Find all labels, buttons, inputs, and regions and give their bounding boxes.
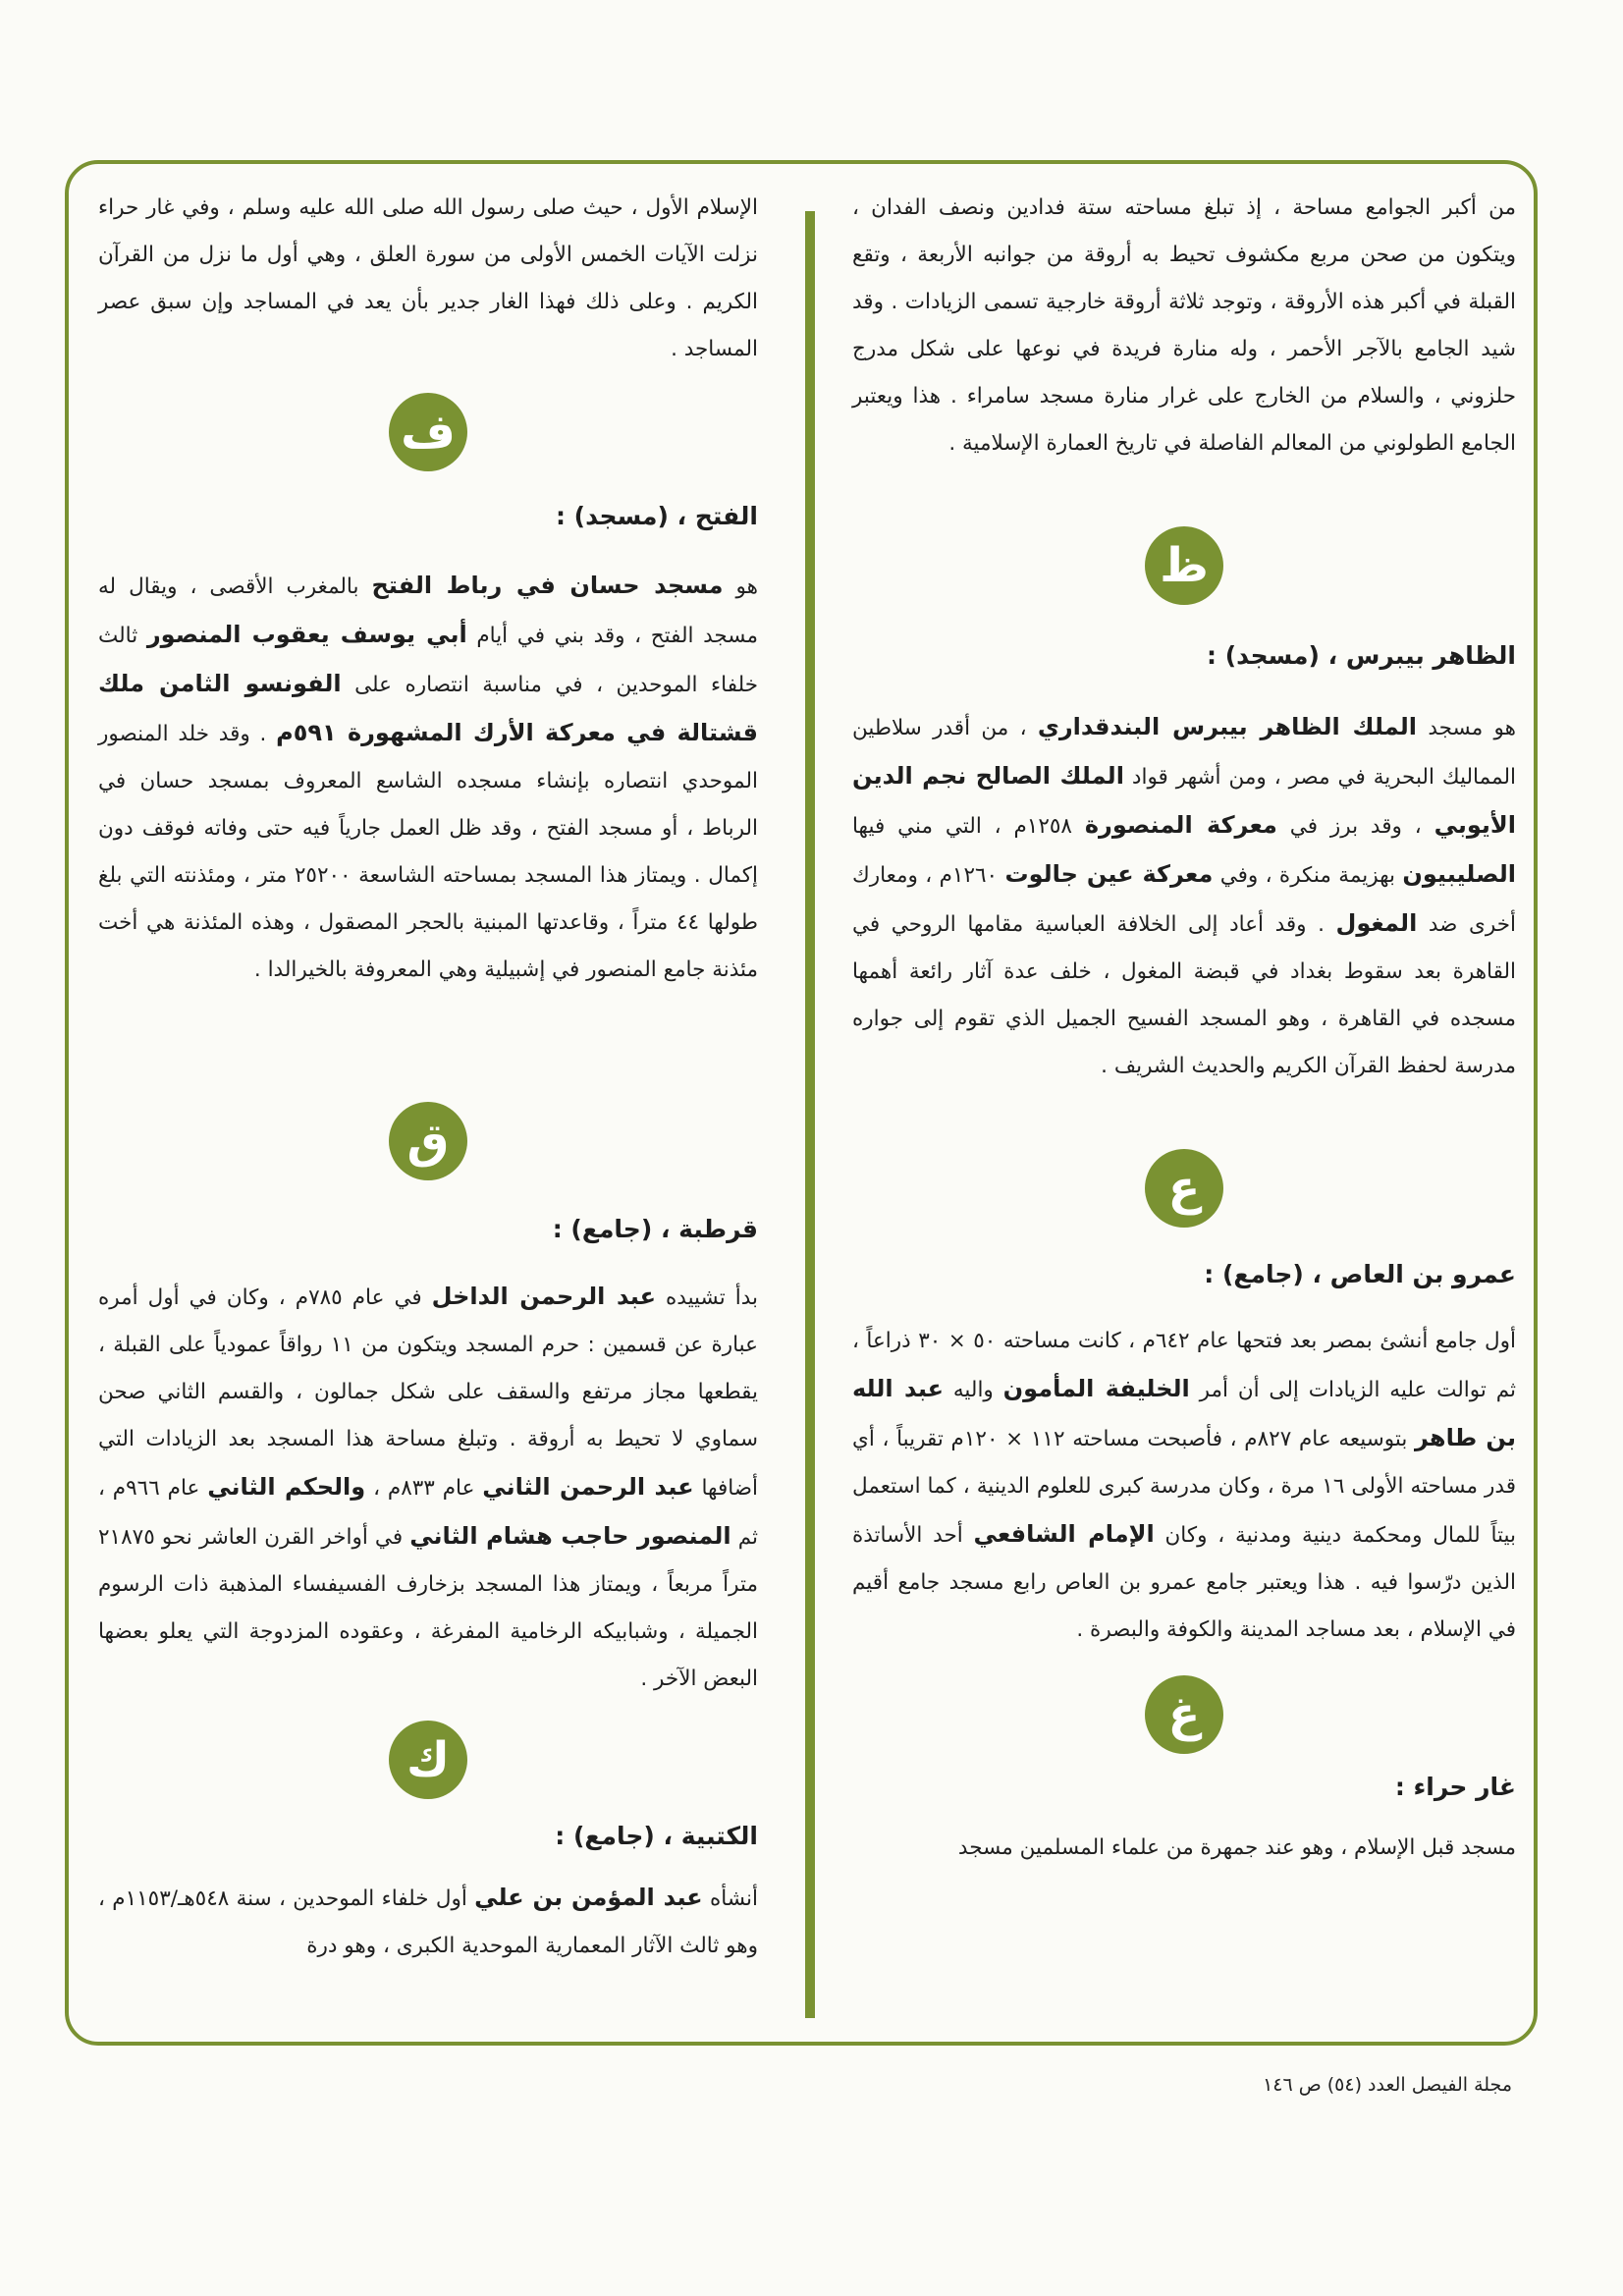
intro-paragraph-left: الإسلام الأول ، حيث صلى رسول الله صلى الله عليه وسلم ، وفي غار حراء نزلت الآيات الخمس الأولى من سورة العلق ، وهي أول ما نزل من القرآن الكريم . وعلى ذلك فهذا الغار جدير بأن يعد في المساجد وإن سبق عصر المساجد . (98, 195, 758, 361)
letter-badge-ain: ع (1145, 1149, 1223, 1228)
letter-badge-kaf-wrap (98, 1721, 758, 1799)
letter-badge-faa: ف (389, 393, 467, 471)
letter-badge-zaa-wrap (852, 526, 1516, 605)
letter-badge-qaf: ق (389, 1102, 467, 1180)
letter-badge-kaf: ك (389, 1721, 467, 1799)
page-citation: مجلة الفيصل العدد (٥٤) ص ١٤٦ (1263, 2074, 1512, 2096)
entry-title-amr: عمرو بن العاص ، (جامع) : (1204, 1260, 1516, 1288)
entry-body-ghar: مسجد قبل الإسلام ، وهو عند جمهرة من علماء المسلمين مسجد (957, 1835, 1516, 1860)
letter-badge-faa-wrap (98, 393, 758, 471)
right-column (852, 185, 1516, 1872)
letter-badge-qaf-wrap (98, 1102, 758, 1180)
entry-body-fath: هو مسجد حسان في رباط الفتح بالمغرب الأقصى ، ويقال له مسجد الفتح ، وقد بني في أيام أبي يوسف يعقوب المنصور ثالث خلفاء الموحدين ، في مناسبة انتصاره على الفونسو الثامن ملك قشتالة في معركة الأرك المشهورة ٥٩١م . وقد خلد المنصور الموحدي انتصاره بإنشاء مسجده الشاسع المعروف بمسجد حسان في الرباط ، أو مسجد الفتح ، وقد ظل العمل جارياً فيه حتى وفاته فوقف دون إكمال . ويمتاز هذا المسجد بمساحته الشاسعة ٢٥٢٠٠ متر ، ومئذنته التي بلغ طولها ٤٤ متراً ، وقاعدتها المبنية بالحجر المصقول ، وهذه المئذنة هي أخت مئذنة جامع المنصور في إشبيلية وهي المعروفة بالخيرالدا . (98, 572, 759, 982)
entry-body-qurtuba: بدأ تشييده عبد الرحمن الداخل في عام ٧٨٥م ، وكان في أول أمره عبارة عن قسمين : حرم المسجد ويتكون من ١١ رواقاً عمودياً على القبلة ، يقطعها مجاز مرتفع والسقف على شكل جمالون ، والقسم الثاني صحن سماوي لا تحيط به أروقة . وتبلغ مساحة هذا المسجد بعد الزيادات التي أضافها عبد الرحمن الثاني عام ٨٣٣م ، والحكم الثاني عام ٩٦٦م ، ثم المنصور حاجب هشام الثاني في أواخر القرن العاشر نحو ٢١٨٧٥ متراً مربعاً ، ويمتاز هذا المسجد بزخارف الفسيفساء المذهبة ذات الرسوم الجميلة ، وشبابيكه الرخامية المفرغة ، وعقوده المزدوجة التي يعلو بعضها البعض الآخر . (98, 1283, 759, 1691)
entry-title-kutubiya: الكتبية ، (جامع) : (555, 1822, 758, 1850)
letter-badge-ain-wrap (852, 1149, 1516, 1228)
letter-badge-ghain-wrap (852, 1675, 1516, 1754)
left-column (98, 185, 758, 1970)
letter-badge-zaa: ظ (1145, 526, 1223, 605)
entry-body-amr: أول جامع أنشئ بمصر بعد فتحها عام ٦٤٢م ، كانت مساحته ٥٠ × ٣٠ ذراعاً ، ثم توالت عليه الزيادات إلى أن أمر الخليفة المأمون واليه عبد الله بن طاهر بتوسيعه عام ٨٢٧م ، فأصبحت مساحته ١١٢ × ١٢٠م تقريباً ، أي قدر مساحته الأولى ١٦ مرة ، وكان مدرسة كبرى للعلوم الدينية ، كما استعمل بيتاً للمال ومحكمة دينية ومدنية ، وكان الإمام الشافعي أحد الأساتذة الذين درّسوا فيه . هذا ويعتبر جامع عمرو بن العاص رابع مسجد جامع أقيم في الإسلام ، بعد مساجد المدينة والكوفة والبصرة . (852, 1329, 1516, 1642)
entry-title-zahir: الظاهر بيبرس ، (مسجد) : (1207, 641, 1516, 670)
entry-title-qurtuba: قرطبة ، (جامع) : (552, 1215, 758, 1243)
intro-paragraph-right: من أكبر الجوامع مساحة ، إذ تبلغ مساحته ستة فدادين ونصف الفدان ، ويتكون من صحن مربع مكشوف تحيط به أروقة من جوانبه الأربعة ، وتقع القبلة في أكبر هذه الأروقة ، وتوجد ثلاثة أروقة خارجية تسمى الزيادات . وقد شيد الجامع بالآجر الأحمر ، وله منارة فريدة في نوعها على شكل مدرج حلزوني ، والسلام من الخارج على غرار منارة مسجد سامراء . هذا ويعتبر الجامع الطولوني من المعالم الفاصلة في تاريخ العمارة الإسلامية . (852, 195, 1516, 456)
entry-body-kutubiya: أنشأه عبد المؤمن بن علي أول خلفاء الموحدين ، سنة ٥٤٨هـ/١١٥٣م ، وهو ثالث الآثار المعمارية الموحدية الكبرى ، وهو درة (98, 1884, 758, 1958)
column-divider (805, 211, 815, 2018)
entry-body-zahir: هو مسجد الملك الظاهر بيبرس البندقداري ، من أقدر سلاطين المماليك البحرية في مصر ، ومن أشهر قواد الملك الصالح نجم الدين الأيوبي ، وقد برز في معركة المنصورة ١٢٥٨م ، التي مني فيها الصليبيون بهزيمة منكرة ، وفي معركة عين جالوت ١٢٦٠م ، ومعارك أخرى ضد المغول . وقد أعاد إلى الخلافة العباسية مقامها الروحي في القاهرة بعد سقوط بغداد في قبضة المغول ، خلف عدة آثار رائعة أهمها مسجده في القاهرة ، وهو المسجد الفسيح الجميل الذي تقوم إلى جواره مدرسة لحفظ القرآن الكريم والحديث الشريف . (852, 713, 1517, 1078)
letter-badge-ghain: غ (1145, 1675, 1223, 1754)
entry-title-fath: الفتح ، (مسجد) : (555, 502, 758, 530)
entry-title-ghar: غار حراء : (1394, 1773, 1516, 1801)
